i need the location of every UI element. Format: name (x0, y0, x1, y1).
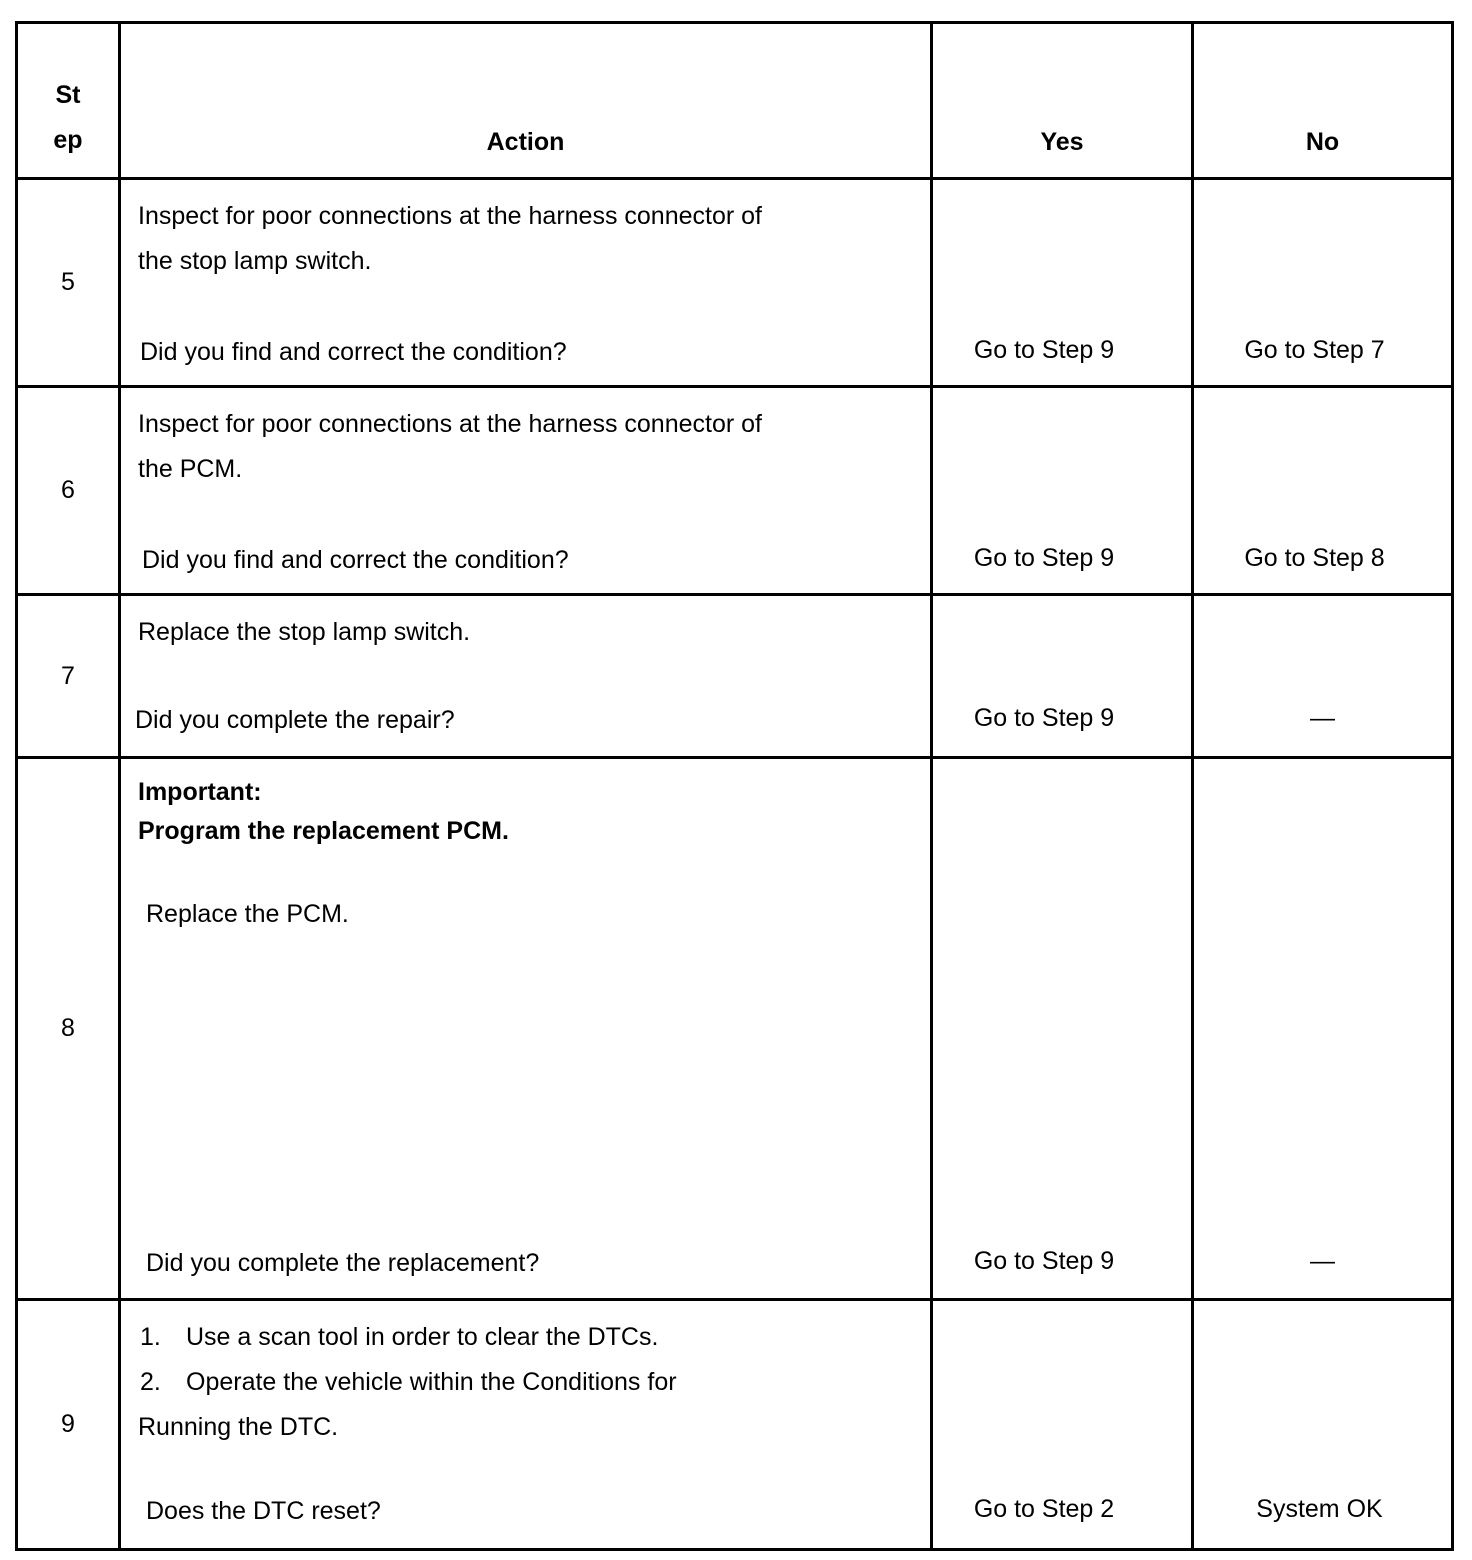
list-continuation: Running the DTC. (138, 1413, 339, 1441)
action-cell (120, 179, 932, 387)
action-cell (120, 387, 932, 595)
action-line: Inspect for poor connections at the harness connector of (138, 202, 762, 230)
table-row (17, 758, 1453, 1300)
diagnostic-table (15, 21, 1454, 1551)
yes-result: Go to Step 9 (973, 544, 1115, 572)
no-cell (1193, 387, 1453, 595)
header-action: Action (120, 23, 932, 179)
action-line: the stop lamp switch. (138, 247, 372, 275)
no-cell (1193, 1300, 1453, 1550)
no-result: — (1310, 704, 1335, 732)
no-cell (1193, 179, 1453, 387)
table-row (17, 1300, 1453, 1550)
yes-cell (932, 758, 1193, 1300)
no-result: Go to Step 8 (1244, 544, 1385, 572)
important-text: Program the replacement PCM. (138, 817, 509, 845)
step-number: 9 (17, 1300, 120, 1550)
yes-result: Go to Step 9 (973, 1247, 1115, 1275)
table-row (17, 387, 1453, 595)
yes-cell (932, 595, 1193, 758)
list-text: Operate the vehicle within the Conditions for (186, 1368, 677, 1396)
yes-result: Go to Step 2 (973, 1495, 1115, 1523)
action-question: Did you find and correct the condition? (142, 546, 569, 574)
action-question: Did you complete the repair? (135, 706, 455, 734)
table-row (17, 595, 1453, 758)
step-number: 8 (17, 758, 120, 1300)
yes-result: Go to Step 9 (973, 336, 1115, 364)
list-number: 2. (140, 1368, 161, 1396)
header-yes: Yes (932, 23, 1193, 179)
yes-cell (932, 1300, 1193, 1550)
step-number: 5 (17, 179, 120, 387)
header-step-line1: St (55, 81, 81, 109)
header-step-line2: ep (53, 126, 83, 154)
action-question: Did you find and correct the condition? (140, 338, 567, 366)
yes-cell (932, 179, 1193, 387)
header-row (17, 23, 1453, 179)
action-line: Replace the stop lamp switch. (138, 618, 471, 646)
header-no: No (1193, 23, 1453, 179)
list-text: Use a scan tool in order to clear the DTCs. (186, 1323, 659, 1351)
step-number: 6 (17, 387, 120, 595)
yes-cell (932, 387, 1193, 595)
no-cell (1193, 758, 1453, 1300)
no-result: System OK (1256, 1495, 1383, 1523)
step-number: 7 (17, 595, 120, 758)
action-cell (120, 1300, 932, 1550)
action-question: Did you complete the replacement? (146, 1249, 540, 1277)
no-cell (1193, 595, 1453, 758)
action-line: Inspect for poor connections at the harness connector of (138, 410, 762, 438)
list-number: 1. (140, 1323, 161, 1351)
action-line: Replace the PCM. (146, 900, 349, 928)
no-result: — (1310, 1247, 1335, 1275)
action-line: the PCM. (138, 455, 243, 483)
list-item (140, 1360, 930, 1405)
action-cell (120, 595, 932, 758)
table-row (17, 179, 1453, 387)
header-step (17, 23, 120, 179)
important-label: Important: (138, 778, 262, 806)
action-question: Does the DTC reset? (146, 1497, 381, 1525)
list-item (140, 1315, 930, 1360)
no-result: Go to Step 7 (1244, 336, 1385, 364)
action-cell (120, 758, 932, 1300)
yes-result: Go to Step 9 (973, 704, 1115, 732)
